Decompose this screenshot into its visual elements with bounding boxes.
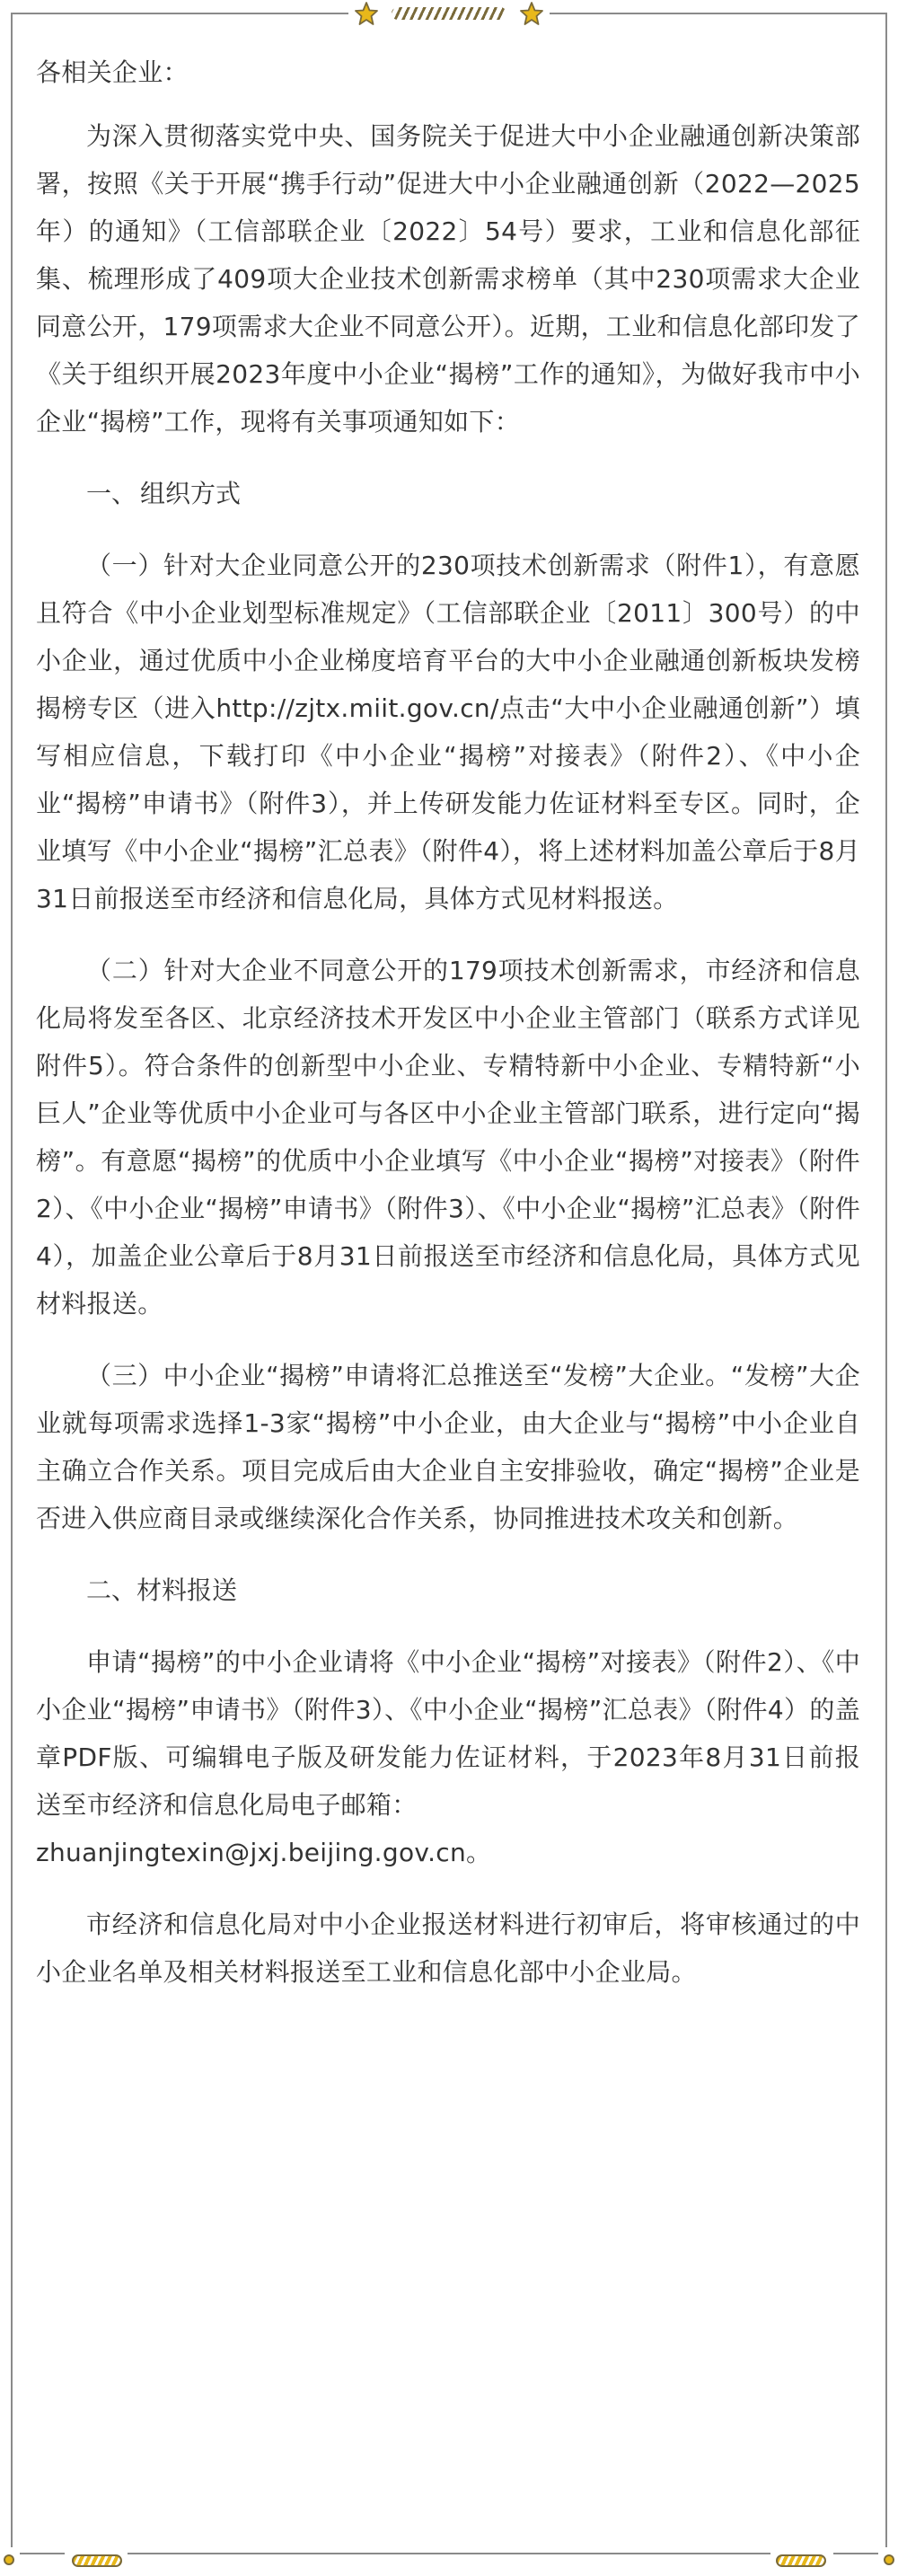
section1-paragraph-2: （二）针对大企业不同意公开的179项技术创新需求，市经济和信息化局将发至各区、北京经济技术开发区中小企业主管部门（联系方式详见附件5）。符合条件的创新型中小企业、专精特新中小企业、专精特新“小巨人”企业等优质中小企业可与各区中小企业主管部门联系，进行定向“揭榜”。有意愿“揭榜”的优质中小企业填写《中小企业“揭榜”对接表》（附件2）、《中小企业“揭榜”申请书》（附件3）、《中小企业“揭榜”汇总表》（附件4），加盖企业公章后于8月31日前报送至市经济和信息化局，具体方式见材料报送。 xyxy=(36,956,860,1319)
greeting: 各相关企业： xyxy=(36,57,189,87)
section-title: 组织方式 xyxy=(140,479,242,508)
top-ornament xyxy=(0,0,898,27)
hatch-bar xyxy=(72,2554,122,2567)
bottom-ornament xyxy=(0,2547,898,2574)
section1-paragraph-3: （三）中小企业“揭榜”申请将汇总推送至“发榜”大企业。“发榜”大企业就每项需求选择1-3家“揭榜”中小企业，由大企业与“揭榜”中小企业自主确立合作关系。项目完成后由大企业自主安排验收，确定“揭榜”企业是否进入供应商目录或继续深化合作关系，协同推进技术攻关和创新。 xyxy=(36,1361,860,1533)
star-icon xyxy=(520,2,543,25)
section-heading-1 xyxy=(36,470,860,517)
section-heading-2: 二、材料报送 xyxy=(86,1575,238,1605)
hatch-bar xyxy=(776,2554,826,2567)
section2-paragraph-2: 市经济和信息化局对中小企业报送材料进行初审后，将审核通过的中小企业名单及相关材料报送至工业和信息化部中小企业局。 xyxy=(36,1910,860,1987)
document-body xyxy=(36,49,860,2020)
hatch-bar xyxy=(392,7,506,20)
dot-icon xyxy=(884,2554,894,2565)
section1-paragraph-1: （一）针对大企业同意公开的230项技术创新需求（附件1），有意愿且符合《中小企业划型标准规定》（工信部联企业〔2011〕300号）的中小企业，通过优质中小企业梯度培育平台的大中小企业融通创新板块发榜揭榜专区（进入http://zjtx.miit.gov.cn/点击“大中小企业融通创新”）填写相应信息，下载打印《中小企业“揭榜”对接表》（附件2）、《中小企业“揭榜”申请书》（附件3），并上传研发能力佐证材料至专区。同时，企业填写《中小企业“揭榜”汇总表》（附件4），将上述材料加盖公章后于8月31日前报送至市经济和信息化局，具体方式见材料报送。 xyxy=(36,551,860,913)
intro-paragraph: 为深入贯彻落实党中央、国务院关于促进大中小企业融通创新决策部署，按照《关于开展“携手行动”促进大中小企业融通创新（2022—2025年）的通知》（工信部联企业〔2022〕54号）要求，工业和信息化部征集、梳理形成了409项大企业技术创新需求榜单（其中230项需求大企业同意公开，179项需求大企业不同意公开）。近期，工业和信息化部印发了《关于组织开展2023年度中小企业“揭榜”工作的通知》，为做好我市中小企业“揭榜”工作，现将有关事项通知如下： xyxy=(36,121,860,437)
email-address: zhuanjingtexin@jxj.beijing.gov.cn。 xyxy=(36,1838,492,1867)
section2-paragraph-1: 申请“揭榜”的中小企业请将《中小企业“揭榜”对接表》（附件2）、《中小企业“揭榜”申请书》（附件3）、《中小企业“揭榜”汇总表》（附件4）的盖章PDF版、可编辑电子版及研发能力佐证材料，于2023年8月31日前报送至市经济和信息化局电子邮箱： xyxy=(36,1647,860,1820)
star-icon xyxy=(355,2,378,25)
dot-icon xyxy=(4,2554,14,2565)
section-number: 一、 xyxy=(86,479,137,508)
